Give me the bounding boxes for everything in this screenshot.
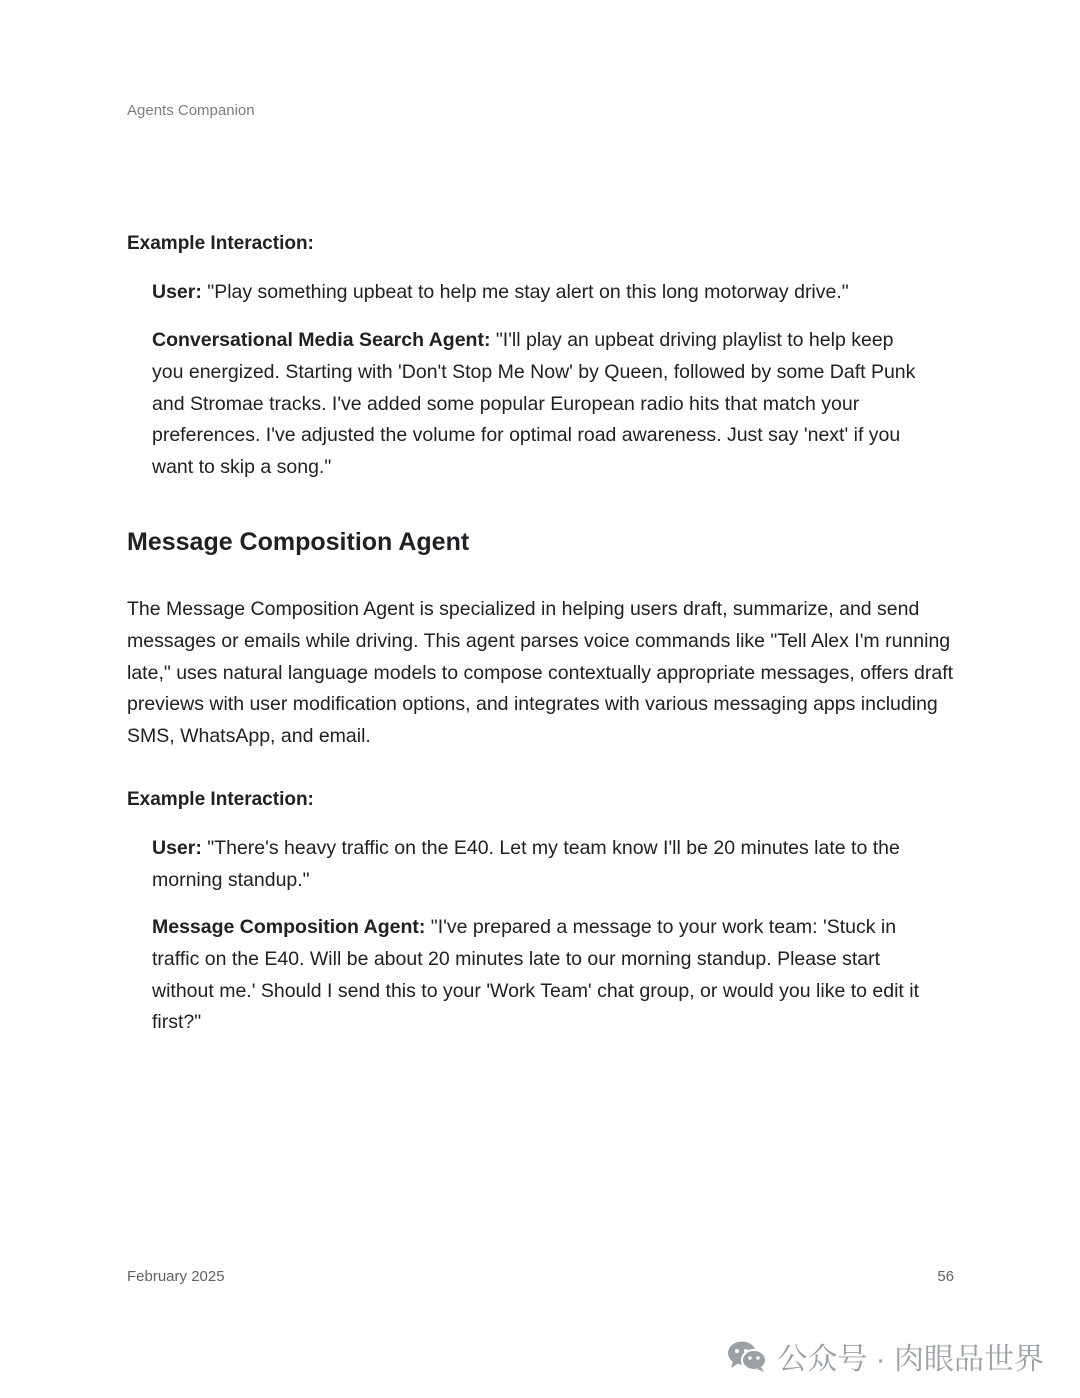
footer-date: February 2025 <box>127 1268 225 1285</box>
watermark <box>727 1334 1044 1378</box>
agent-label: Message Composition Agent: <box>152 916 426 938</box>
watermark-text: 公众号 · 肉眼品世界 <box>777 1343 1044 1376</box>
user-text: "There's heavy traffic on the E40. Let my team know I'll be 20 minutes late to the morning standup." <box>152 837 900 891</box>
agent-text: "I've prepared a message to your work team: 'Stuck in traffic on the E40. Will be about 20 minutes late to our morning standup. Please start without me.' Should I send this to your 'Work Team' chat group, or would you like to edit it first?" <box>152 916 920 1034</box>
agent-response-2 <box>152 912 927 1039</box>
user-text: "Play something upbeat to help me stay alert on this long motorway drive." <box>201 281 849 303</box>
agent-label: Conversational Media Search Agent: <box>152 329 491 351</box>
agent-response-1 <box>152 325 927 484</box>
wechat-icon <box>727 1339 767 1373</box>
user-label: User: <box>152 837 202 859</box>
user-label: User: <box>152 281 202 303</box>
user-message-1 <box>152 277 942 309</box>
section-heading: Message Composition Agent <box>127 528 470 556</box>
agent-text: "I'll play an upbeat driving playlist to help keep you energized. Starting with 'Don't Stop Me Now' by Queen, followed by some Daft Punk and Stromae tracks. I've added some popular European radio hits that match your preferences. I've adjusted the volume for optimal road awareness. Just say 'next' if you want to skip a song." <box>152 329 916 479</box>
user-message-2 <box>152 833 927 897</box>
example-interaction-label-1: Example Interaction: <box>127 233 314 254</box>
section-paragraph: The Message Composition Agent is specialized in helping users draft, summarize, and send messages or emails while driving. This agent parses voice commands like "Tell Alex I'm running late," uses natural language models to compose contextually appropriate messages, offers draft previews with user modification options, and integrates with various messaging apps including SMS, WhatsApp, and email. <box>127 598 954 748</box>
example-interaction-label-2: Example Interaction: <box>127 789 314 810</box>
running-header: Agents Companion <box>127 102 255 119</box>
page-number: 56 <box>937 1268 954 1285</box>
